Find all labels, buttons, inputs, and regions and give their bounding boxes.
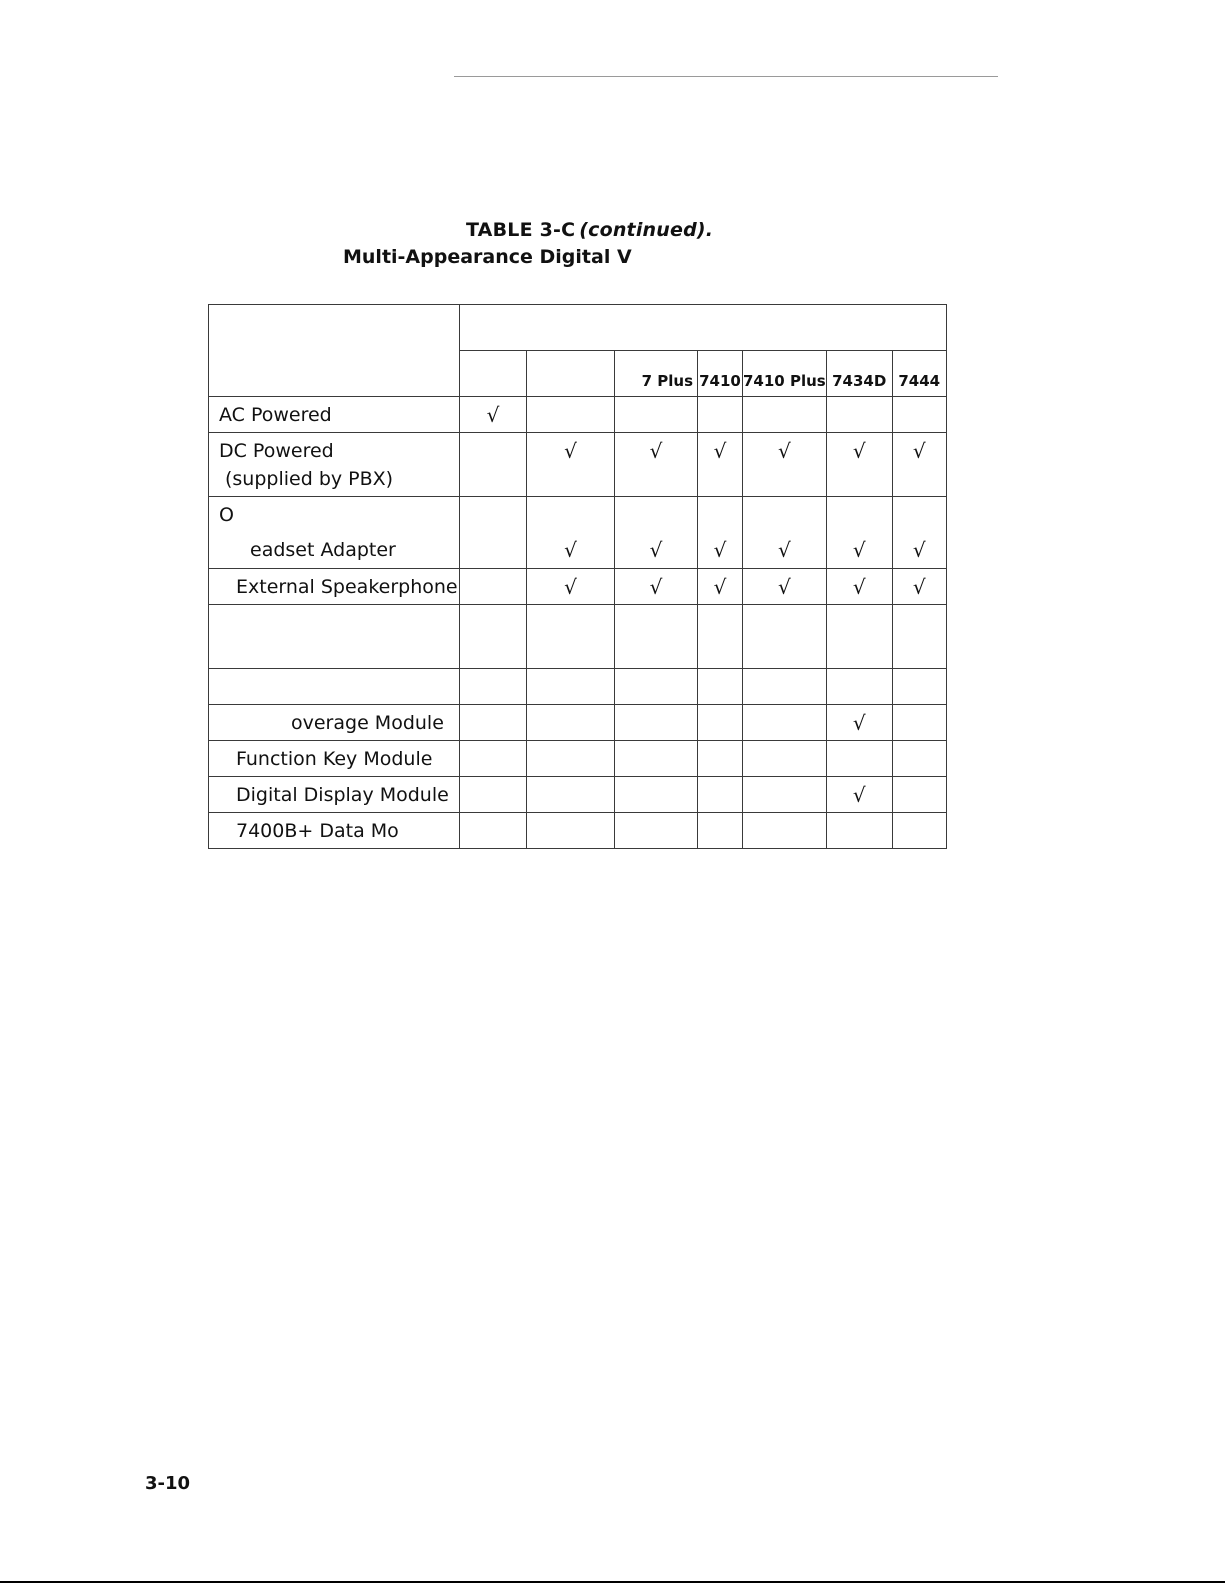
feature-label [209,669,460,705]
model-header: 7434D [826,351,892,397]
table-row [209,777,947,813]
check-cell: √ [615,569,698,605]
check-cell [826,397,892,433]
check-cell [460,433,527,497]
check-cell [527,705,615,741]
check-cell [892,497,946,533]
check-cell: √ [698,533,743,569]
check-cell [892,705,946,741]
table-row [209,669,947,705]
check-cell [527,741,615,777]
check-cell [743,497,827,533]
check-cell: √ [615,533,698,569]
check-cell: √ [527,433,615,497]
check-cell [460,569,527,605]
table-row [209,533,947,569]
check-cell: √ [743,569,827,605]
check-cell: √ [892,533,946,569]
check-cell [892,777,946,813]
page-number: 3-10 [145,1473,191,1494]
feature-label: Digital Display Module [209,777,460,813]
check-cell [892,669,946,705]
check-cell: √ [743,433,827,497]
check-cell [892,813,946,849]
table-title-continued: (continued). [579,219,714,241]
check-cell [615,605,698,669]
check-cell: √ [826,569,892,605]
feature-header-cell [209,305,460,397]
check-cell: √ [743,533,827,569]
table-row [209,433,947,497]
feature-label-line1: DC Powered [219,439,334,462]
feature-label: AC Powered [209,397,460,433]
model-header: 7410 [698,351,743,397]
check-cell: √ [892,569,946,605]
check-cell [826,497,892,533]
footer-rule [0,1581,1225,1583]
check-cell [698,669,743,705]
check-cell [892,605,946,669]
header-row-top [209,305,947,351]
feature-label: Function Key Module [209,741,460,777]
table-row [209,605,947,669]
check-cell [743,777,827,813]
table-row [209,741,947,777]
table-title [466,219,713,241]
check-cell [615,497,698,533]
feature-label [209,605,460,669]
check-cell [615,705,698,741]
check-cell: √ [460,397,527,433]
check-cell [460,813,527,849]
check-cell [698,813,743,849]
header-rule [454,76,998,77]
check-cell [615,741,698,777]
feature-label-line2: (supplied by PBX) [225,467,394,490]
check-cell: √ [826,433,892,497]
check-cell [615,397,698,433]
check-cell: √ [698,433,743,497]
check-cell: √ [826,777,892,813]
feature-label [209,433,460,497]
check-cell [460,705,527,741]
table-row [209,569,947,605]
check-cell [698,605,743,669]
check-cell: √ [527,533,615,569]
table-row [209,813,947,849]
model-header [527,351,615,397]
check-cell [527,669,615,705]
check-cell [460,741,527,777]
check-cell [826,605,892,669]
table-title-main: TABLE 3-C [466,219,576,241]
check-cell [698,497,743,533]
check-cell [743,741,827,777]
check-cell [527,813,615,849]
table-subtitle: Multi-Appearance Digital V [343,246,632,268]
check-cell [892,397,946,433]
check-cell [460,605,527,669]
check-cell [826,669,892,705]
check-cell [892,741,946,777]
model-header [460,351,527,397]
model-header: 7 Plus [615,351,698,397]
check-cell: √ [527,569,615,605]
check-cell [743,397,827,433]
table-row [209,705,947,741]
check-cell [460,533,527,569]
check-cell [698,741,743,777]
check-cell [527,397,615,433]
check-cell [826,813,892,849]
check-cell [460,777,527,813]
check-cell: √ [615,433,698,497]
check-cell: √ [826,533,892,569]
feature-label: O [209,497,460,533]
check-cell: √ [826,705,892,741]
check-cell [527,497,615,533]
check-cell [615,813,698,849]
check-cell: √ [892,433,946,497]
check-cell [743,813,827,849]
check-cell [460,497,527,533]
check-cell: √ [698,569,743,605]
check-cell [527,605,615,669]
table-row [209,497,947,533]
model-header: 7410 Plus [743,351,827,397]
check-cell [698,705,743,741]
check-cell [698,777,743,813]
feature-label: 7400B+ Data Mo [209,813,460,849]
check-cell [743,669,827,705]
check-cell [743,705,827,741]
table-row [209,397,947,433]
models-header-cell [460,305,947,351]
check-cell [527,777,615,813]
check-cell [826,741,892,777]
feature-label: External Speakerphone [209,569,460,605]
check-cell [743,605,827,669]
feature-label: overage Module [209,705,460,741]
check-cell [460,669,527,705]
check-cell [698,397,743,433]
feature-table [208,304,947,849]
check-cell [615,669,698,705]
feature-label: eadset Adapter [209,533,460,569]
check-cell [615,777,698,813]
model-header: 7444 [892,351,946,397]
